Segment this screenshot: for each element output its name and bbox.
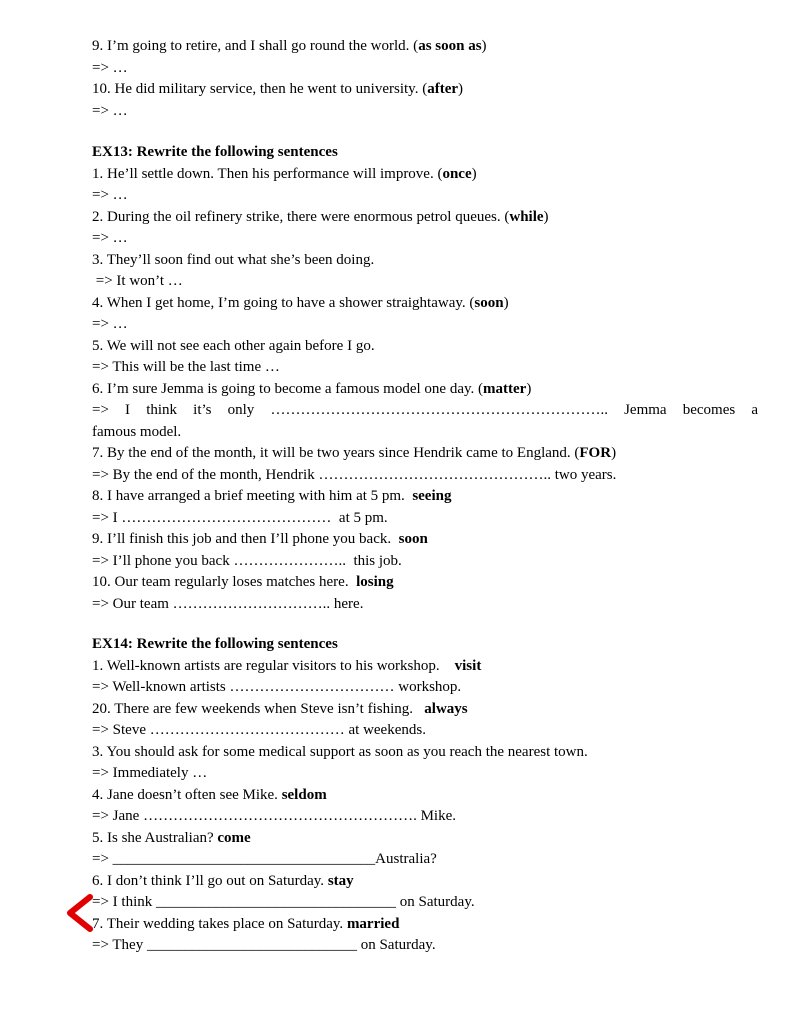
question-line xyxy=(92,785,758,807)
question-text: 1. Well-known artists are regular visitors to his workshop. xyxy=(92,657,455,674)
question-line xyxy=(92,529,758,551)
question-line xyxy=(92,443,758,465)
answer-line: => It won’t … xyxy=(92,273,183,289)
keyword: stay xyxy=(327,872,354,889)
question-suffix: ) xyxy=(503,294,509,311)
answer-line: => By the end of the month, Hendrik ……………………………………….. two years. xyxy=(92,466,617,483)
question-text: 9. I’ll finish this job and then I’ll phone you back. xyxy=(92,531,399,547)
question-text: 7. Their wedding takes place on Saturday. xyxy=(92,915,347,932)
question-text: 10. He did military service, then he went to university. ( xyxy=(92,81,428,97)
answer-line: => … xyxy=(92,187,128,203)
keyword: soon xyxy=(398,531,428,547)
question-text: 7. By the end of the month, it will be two years since Hendrik came to England. ( xyxy=(92,445,580,461)
answer-line: => I …………………………………… at 5 pm. xyxy=(92,509,388,526)
question-line xyxy=(92,486,758,508)
answer-line: => … xyxy=(92,316,128,332)
exercise-13 xyxy=(92,142,758,615)
keyword: FOR xyxy=(579,445,612,461)
answer-line: => … xyxy=(92,59,128,76)
question-line xyxy=(92,250,758,272)
question-text: 4. When I get home, I’m going to have a shower straightaway. ( xyxy=(92,294,475,311)
question-text: 20. There are few weekends when Steve isn’t fishing. xyxy=(92,700,425,717)
question-line xyxy=(92,79,758,101)
question-line xyxy=(92,207,758,229)
keyword: seeing xyxy=(412,488,452,504)
spacer xyxy=(92,615,758,634)
keyword: soon xyxy=(474,294,504,311)
keyword: come xyxy=(217,829,251,846)
question-text: 5. We will not see each other again before I go. xyxy=(92,337,375,354)
question-suffix: ) xyxy=(458,81,464,97)
exercise-title: EX13: Rewrite the following sentences xyxy=(92,144,338,160)
keyword: while xyxy=(509,208,544,225)
keyword: after xyxy=(427,81,459,97)
question-suffix: ) xyxy=(611,445,617,461)
red-chevron-left-icon xyxy=(64,893,94,933)
question-line xyxy=(92,914,758,936)
answer-line: => … xyxy=(92,230,128,246)
keyword: married xyxy=(346,915,400,932)
keyword: once xyxy=(442,165,472,182)
answer-line: => They ____________________________ on Saturday. xyxy=(92,937,436,953)
worksheet-page xyxy=(92,36,758,957)
top-items xyxy=(92,36,758,122)
question-line xyxy=(92,656,758,678)
question-line xyxy=(92,572,758,594)
question-line xyxy=(92,828,758,850)
answer-line: => I’ll phone you back ………………….. this job. xyxy=(92,552,402,569)
keyword: visit xyxy=(454,657,482,674)
question-line xyxy=(92,164,758,186)
question-text: 3. You should ask for some medical support as soon as you reach the nearest town. xyxy=(92,743,588,760)
exercise-14 xyxy=(92,634,758,957)
question-suffix: ) xyxy=(481,38,487,54)
keyword: always xyxy=(424,700,468,717)
question-text: 2. During the oil refinery strike, there were enormous petrol queues. ( xyxy=(92,208,510,225)
keyword: as soon as xyxy=(418,38,482,54)
answer-line: => I think ________________________________ on Saturday. xyxy=(92,894,475,910)
question-suffix: ) xyxy=(543,208,549,225)
answer-line: => Our team ………………………….. here. xyxy=(92,595,364,612)
question-line xyxy=(92,336,758,358)
question-text: 9. I’m going to retire, and I shall go round the world. ( xyxy=(92,38,419,54)
answer-line: => Immediately … xyxy=(92,765,208,781)
keyword: losing xyxy=(356,574,394,590)
question-line xyxy=(92,699,758,721)
keyword: matter xyxy=(483,380,527,397)
question-suffix: ) xyxy=(526,380,532,397)
question-line xyxy=(92,742,758,764)
question-text: 6. I’m sure Jemma is going to become a famous model one day. ( xyxy=(92,380,484,397)
answer-line: => This will be the last time … xyxy=(92,359,280,375)
answer-line: => ___________________________________Australia? xyxy=(92,851,437,867)
answer-line: => Steve ………………………………… at weekends. xyxy=(92,722,426,738)
question-text: 1. He’ll settle down. Then his performance will improve. ( xyxy=(92,165,443,182)
question-line xyxy=(92,379,758,401)
question-line xyxy=(92,36,758,58)
spacer xyxy=(92,122,758,142)
answer-line: => Jane ………………………………………………. Mike. xyxy=(92,808,456,824)
question-text: 10. Our team regularly loses matches here. xyxy=(92,574,357,590)
answer-line: => I think it’s only ………………………………………………………….. Jemma becomes a xyxy=(92,402,758,418)
question-text: 6. I don’t think I’ll go out on Saturday. xyxy=(92,872,328,889)
question-text: 4. Jane doesn’t often see Mike. xyxy=(92,786,282,803)
answer-line: => … xyxy=(92,102,128,119)
answer-line-continued: famous model. xyxy=(92,423,182,440)
question-line xyxy=(92,871,758,893)
exercise-title: EX14: Rewrite the following sentences xyxy=(92,636,338,652)
question-text: 5. Is she Australian? xyxy=(92,829,218,846)
answer-line: => Well-known artists …………………………… workshop. xyxy=(92,679,462,695)
keyword: seldom xyxy=(281,786,327,803)
question-text: 3. They’ll soon find out what she’s been doing. xyxy=(92,251,375,268)
question-text: 8. I have arranged a brief meeting with him at 5 pm. xyxy=(92,488,413,504)
question-line xyxy=(92,293,758,315)
question-suffix: ) xyxy=(471,165,477,182)
